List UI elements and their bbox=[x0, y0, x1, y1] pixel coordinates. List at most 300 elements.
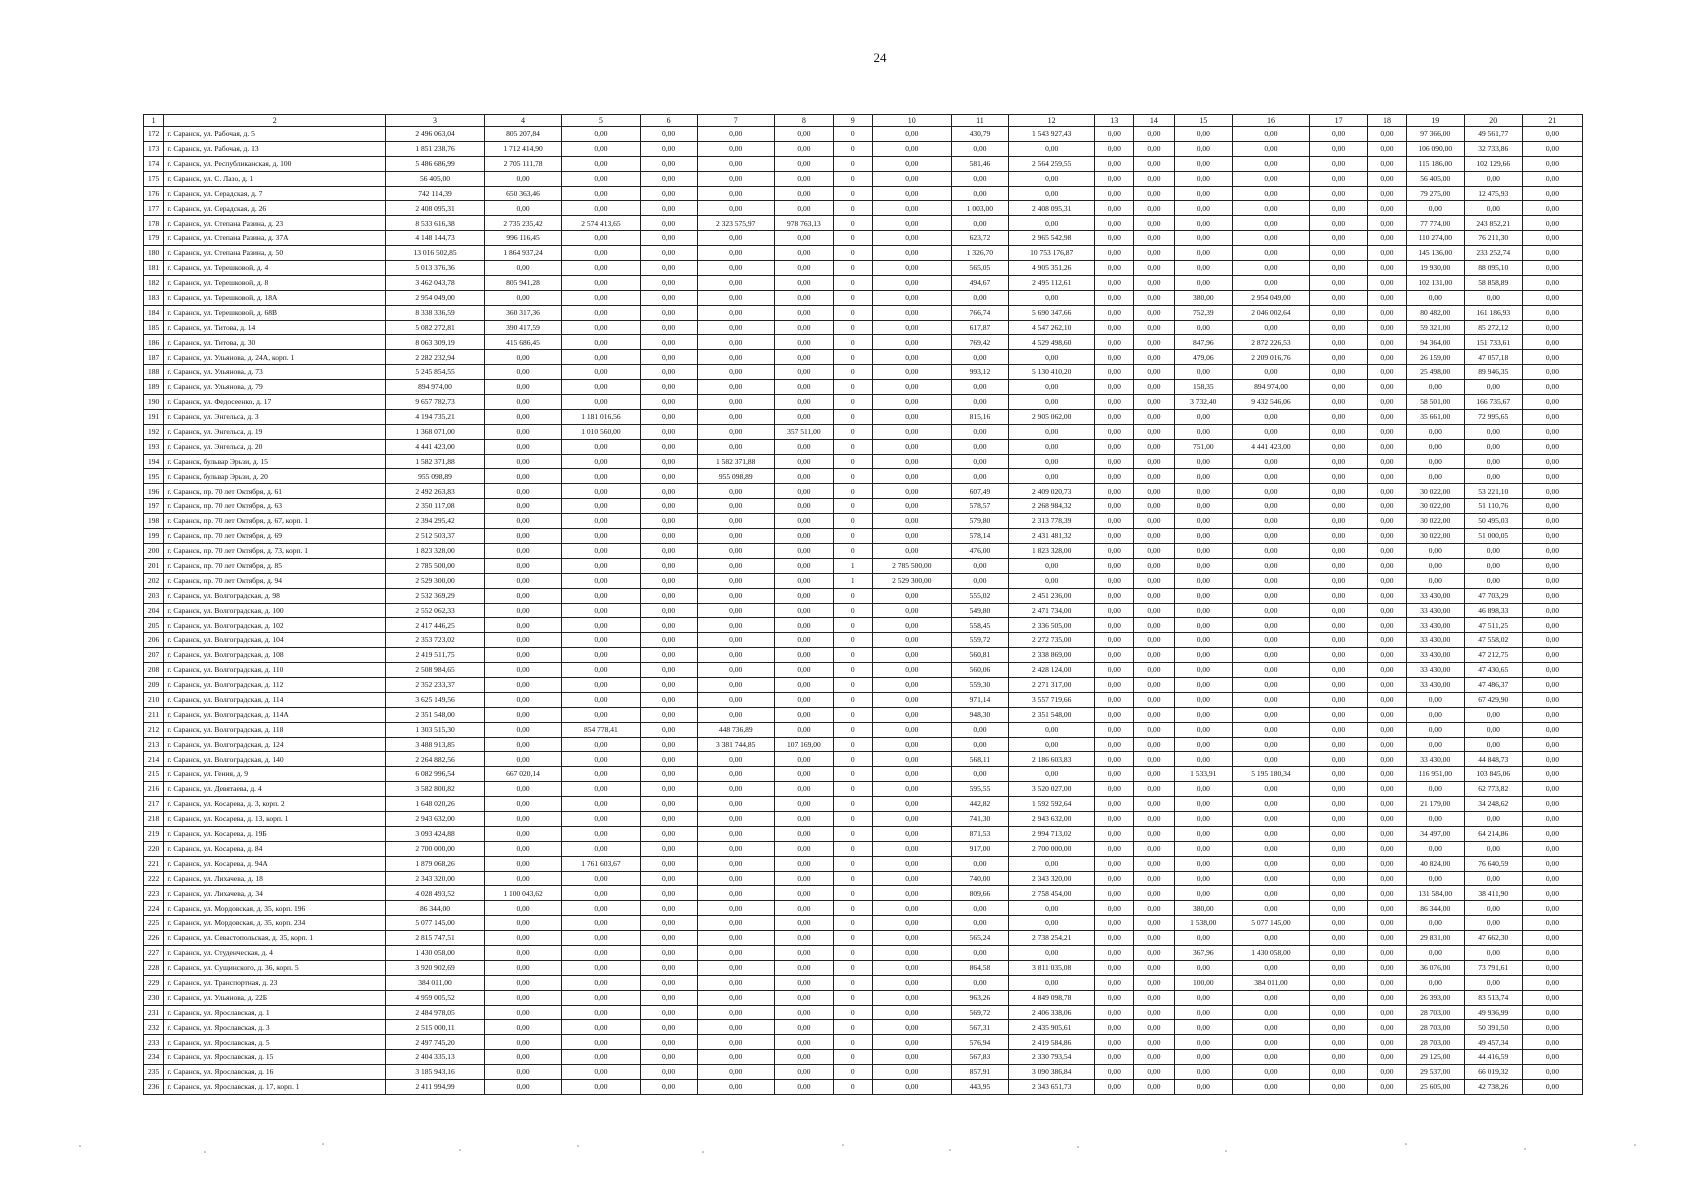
value-cell: 0,00 bbox=[1174, 603, 1232, 618]
value-cell: 2 409 020,73 bbox=[1008, 484, 1095, 499]
value-cell: 0,00 bbox=[1522, 677, 1582, 692]
address-cell: г. Саранск, ул. Титова, д. 14 bbox=[164, 320, 386, 335]
value-cell: 0,00 bbox=[697, 484, 774, 499]
value-cell: 0,00 bbox=[774, 275, 833, 290]
value-cell: 0,00 bbox=[484, 633, 561, 648]
value-cell: 0 bbox=[833, 916, 872, 931]
table-row bbox=[144, 633, 1583, 648]
value-cell: 21 179,00 bbox=[1406, 797, 1464, 812]
value-cell: 0,00 bbox=[1174, 841, 1232, 856]
table-row bbox=[144, 424, 1583, 439]
value-cell: 595,55 bbox=[951, 782, 1008, 797]
value-cell: 0,00 bbox=[1134, 1035, 1175, 1050]
value-cell: 0,00 bbox=[1232, 484, 1309, 499]
value-cell: 0,00 bbox=[1232, 1080, 1309, 1095]
table-row bbox=[144, 261, 1583, 276]
value-cell: 85 272,12 bbox=[1464, 320, 1522, 335]
value-cell: 0,00 bbox=[697, 901, 774, 916]
value-cell: 0,00 bbox=[1095, 871, 1134, 886]
value-cell: 0,00 bbox=[640, 633, 697, 648]
value-cell: 0,00 bbox=[1464, 454, 1522, 469]
address-cell: г. Саранск, пр. 70 лет Октября, д. 63 bbox=[164, 499, 386, 514]
value-cell: 2 552 062,33 bbox=[386, 603, 485, 618]
value-cell: 0,00 bbox=[640, 514, 697, 529]
value-cell: 0,00 bbox=[697, 156, 774, 171]
value-cell: 0,00 bbox=[1095, 1065, 1134, 1080]
value-cell: 1 100 043,62 bbox=[484, 886, 561, 901]
value-cell: 49 936,99 bbox=[1464, 1005, 1522, 1020]
value-cell: 864,58 bbox=[951, 960, 1008, 975]
value-cell: 0,00 bbox=[1368, 127, 1407, 142]
value-cell: 0,00 bbox=[1232, 573, 1309, 588]
value-cell: 51 000,05 bbox=[1464, 529, 1522, 544]
value-cell: 76 640,59 bbox=[1464, 856, 1522, 871]
value-cell: 0,00 bbox=[774, 633, 833, 648]
row-number-cell: 180 bbox=[144, 246, 164, 261]
value-cell: 0 bbox=[833, 216, 872, 231]
value-cell: 0,00 bbox=[774, 1050, 833, 1065]
value-cell: 2 353 723,02 bbox=[386, 633, 485, 648]
value-cell: 47 057,18 bbox=[1464, 350, 1522, 365]
value-cell: 0,00 bbox=[1310, 826, 1368, 841]
value-cell: 0,00 bbox=[951, 916, 1008, 931]
address-cell: г. Саранск, ул. Терешковой, д. 18А bbox=[164, 290, 386, 305]
value-cell: 0,00 bbox=[1310, 127, 1368, 142]
value-cell: 0,00 bbox=[1368, 975, 1407, 990]
table-row bbox=[144, 1050, 1583, 1065]
value-cell: 0,00 bbox=[872, 826, 951, 841]
value-cell: 2 330 793,54 bbox=[1008, 1050, 1095, 1065]
value-cell: 0,00 bbox=[697, 811, 774, 826]
address-cell: г. Саранск, ул. Косарева, д. 94А bbox=[164, 856, 386, 871]
value-cell: 0,00 bbox=[872, 454, 951, 469]
address-cell: г. Саранск, пр. 70 лет Октября, д. 67, корп. 1 bbox=[164, 514, 386, 529]
row-number-cell: 192 bbox=[144, 424, 164, 439]
value-cell: 0,00 bbox=[562, 1050, 640, 1065]
value-cell: 0,00 bbox=[1134, 424, 1175, 439]
value-cell: 0,00 bbox=[1522, 395, 1582, 410]
value-cell: 0,00 bbox=[484, 901, 561, 916]
value-cell: 0,00 bbox=[1174, 141, 1232, 156]
address-cell: г. Саранск, ул. Ульянова, д. 22Б bbox=[164, 990, 386, 1005]
value-cell: 0,00 bbox=[1134, 380, 1175, 395]
value-cell: 0,00 bbox=[1522, 201, 1582, 216]
value-cell: 0,00 bbox=[562, 186, 640, 201]
value-cell: 0,00 bbox=[1134, 290, 1175, 305]
table-row bbox=[144, 141, 1583, 156]
value-cell: 0,00 bbox=[1522, 945, 1582, 960]
value-cell: 0,00 bbox=[484, 439, 561, 454]
value-cell: 10 753 176,87 bbox=[1008, 246, 1095, 261]
value-cell: 0,00 bbox=[484, 1050, 561, 1065]
value-cell: 0,00 bbox=[640, 127, 697, 142]
value-cell: 0,00 bbox=[1095, 975, 1134, 990]
value-cell: 0,00 bbox=[1232, 1005, 1309, 1020]
value-cell: 0 bbox=[833, 141, 872, 156]
value-cell: 0 bbox=[833, 395, 872, 410]
value-cell: 0,00 bbox=[1368, 737, 1407, 752]
value-cell: 0,00 bbox=[697, 186, 774, 201]
value-cell: 3 488 913,85 bbox=[386, 737, 485, 752]
value-cell: 894 974,00 bbox=[386, 380, 485, 395]
value-cell: 0,00 bbox=[1310, 216, 1368, 231]
table-row bbox=[144, 127, 1583, 142]
value-cell: 0,00 bbox=[484, 1020, 561, 1035]
value-cell: 2 417 446,25 bbox=[386, 618, 485, 633]
value-cell: 0,00 bbox=[697, 201, 774, 216]
value-cell: 565,24 bbox=[951, 931, 1008, 946]
value-cell: 0,00 bbox=[872, 275, 951, 290]
value-cell: 0,00 bbox=[951, 350, 1008, 365]
value-cell: 0,00 bbox=[1464, 871, 1522, 886]
value-cell: 0,00 bbox=[562, 261, 640, 276]
value-cell: 0,00 bbox=[1522, 231, 1582, 246]
value-cell: 380,00 bbox=[1174, 901, 1232, 916]
value-cell: 0,00 bbox=[1095, 424, 1134, 439]
value-cell: 0,00 bbox=[562, 127, 640, 142]
value-cell: 0,00 bbox=[1522, 558, 1582, 573]
value-cell: 0,00 bbox=[1522, 469, 1582, 484]
value-cell: 0,00 bbox=[872, 931, 951, 946]
table-row bbox=[144, 529, 1583, 544]
value-cell: 2 343 320,00 bbox=[386, 871, 485, 886]
value-cell: 0,00 bbox=[1310, 648, 1368, 663]
value-cell: 0,00 bbox=[1008, 469, 1095, 484]
value-cell: 0,00 bbox=[697, 409, 774, 424]
value-cell: 107 169,00 bbox=[774, 737, 833, 752]
value-cell: 0,00 bbox=[774, 186, 833, 201]
value-cell: 0,00 bbox=[1174, 320, 1232, 335]
value-cell: 0,00 bbox=[1522, 127, 1582, 142]
address-cell: г. Саранск, пр. 70 лет Октября, д. 73, корп. 1 bbox=[164, 543, 386, 558]
value-cell: 815,16 bbox=[951, 409, 1008, 424]
value-cell: 0,00 bbox=[1095, 960, 1134, 975]
value-cell: 0,00 bbox=[1134, 916, 1175, 931]
value-cell: 0,00 bbox=[1174, 692, 1232, 707]
value-cell: 0,00 bbox=[562, 767, 640, 782]
row-number-cell: 208 bbox=[144, 663, 164, 678]
value-cell: 0,00 bbox=[484, 290, 561, 305]
row-number-cell: 212 bbox=[144, 722, 164, 737]
row-number-cell: 214 bbox=[144, 752, 164, 767]
table-row bbox=[144, 797, 1583, 812]
value-cell: 0,00 bbox=[484, 782, 561, 797]
value-cell: 0,00 bbox=[1134, 275, 1175, 290]
value-cell: 2 785 500,00 bbox=[872, 558, 951, 573]
column-header-2: 2 bbox=[164, 115, 386, 127]
value-cell: 0,00 bbox=[1406, 692, 1464, 707]
value-cell: 0,00 bbox=[1008, 141, 1095, 156]
value-cell: 0,00 bbox=[951, 380, 1008, 395]
value-cell: 0,00 bbox=[1310, 886, 1368, 901]
value-cell: 2 268 984,32 bbox=[1008, 499, 1095, 514]
value-cell: 0,00 bbox=[562, 707, 640, 722]
value-cell: 0,00 bbox=[1522, 156, 1582, 171]
value-cell: 0,00 bbox=[1368, 901, 1407, 916]
value-cell: 0,00 bbox=[1095, 529, 1134, 544]
value-cell: 1 bbox=[833, 558, 872, 573]
value-cell: 0,00 bbox=[774, 752, 833, 767]
value-cell: 0,00 bbox=[1134, 797, 1175, 812]
value-cell: 0,00 bbox=[1174, 127, 1232, 142]
value-cell: 0,00 bbox=[1522, 663, 1582, 678]
value-cell: 384 011,00 bbox=[386, 975, 485, 990]
value-cell: 0,00 bbox=[562, 246, 640, 261]
value-cell: 0,00 bbox=[1406, 439, 1464, 454]
value-cell: 0,00 bbox=[640, 737, 697, 752]
value-cell: 0,00 bbox=[1368, 558, 1407, 573]
value-cell: 4 547 262,10 bbox=[1008, 320, 1095, 335]
value-cell: 0,00 bbox=[1095, 141, 1134, 156]
value-cell: 0,00 bbox=[1310, 573, 1368, 588]
value-cell: 29 537,00 bbox=[1406, 1065, 1464, 1080]
address-cell: г. Саранск, ул. Косарева, д. 19Б bbox=[164, 826, 386, 841]
value-cell: 0,00 bbox=[1134, 186, 1175, 201]
value-cell: 0,00 bbox=[1368, 231, 1407, 246]
value-cell: 0,00 bbox=[1095, 767, 1134, 782]
value-cell: 0,00 bbox=[640, 335, 697, 350]
value-cell: 0,00 bbox=[774, 1080, 833, 1095]
value-cell: 0,00 bbox=[774, 499, 833, 514]
row-number-cell: 176 bbox=[144, 186, 164, 201]
value-cell: 0,00 bbox=[1174, 529, 1232, 544]
value-cell: 0,00 bbox=[697, 275, 774, 290]
value-cell: 0,00 bbox=[1174, 871, 1232, 886]
value-cell: 380,00 bbox=[1174, 290, 1232, 305]
value-cell: 0,00 bbox=[1095, 782, 1134, 797]
value-cell: 0,00 bbox=[1522, 454, 1582, 469]
value-cell: 0,00 bbox=[774, 945, 833, 960]
value-cell: 0,00 bbox=[640, 529, 697, 544]
value-cell: 0,00 bbox=[1310, 558, 1368, 573]
value-cell: 2 352 233,37 bbox=[386, 677, 485, 692]
value-cell: 0,00 bbox=[640, 171, 697, 186]
value-cell: 0,00 bbox=[1008, 439, 1095, 454]
value-cell: 0,00 bbox=[697, 692, 774, 707]
value-cell: 0,00 bbox=[774, 1005, 833, 1020]
value-cell: 948,30 bbox=[951, 707, 1008, 722]
value-cell: 0 bbox=[833, 469, 872, 484]
value-cell: 0,00 bbox=[872, 603, 951, 618]
value-cell: 0,00 bbox=[1095, 841, 1134, 856]
value-cell: 0,00 bbox=[1522, 767, 1582, 782]
value-cell: 2 495 112,61 bbox=[1008, 275, 1095, 290]
value-cell: 0,00 bbox=[1522, 261, 1582, 276]
value-cell: 0,00 bbox=[1008, 901, 1095, 916]
value-cell: 0,00 bbox=[1522, 350, 1582, 365]
value-cell: 0,00 bbox=[1522, 290, 1582, 305]
address-cell: г. Саранск, ул. Волгоградская, д. 112 bbox=[164, 677, 386, 692]
value-cell: 2 492 263,83 bbox=[386, 484, 485, 499]
value-cell: 106 090,00 bbox=[1406, 141, 1464, 156]
value-cell: 0,00 bbox=[872, 841, 951, 856]
value-cell: 0,00 bbox=[1522, 811, 1582, 826]
address-cell: г. Саранск, ул. Энгельса, д. 19 bbox=[164, 424, 386, 439]
value-cell: 0,00 bbox=[1232, 171, 1309, 186]
address-cell: г. Саранск, ул. Ярославская, д. 17, корп. 1 bbox=[164, 1080, 386, 1095]
value-cell: 0 bbox=[833, 380, 872, 395]
value-cell: 33 430,00 bbox=[1406, 618, 1464, 633]
value-cell: 0,00 bbox=[1095, 395, 1134, 410]
value-cell: 0,00 bbox=[1310, 737, 1368, 752]
value-cell: 0 bbox=[833, 752, 872, 767]
value-cell: 0,00 bbox=[1134, 707, 1175, 722]
value-cell: 0,00 bbox=[1174, 409, 1232, 424]
row-number-cell: 190 bbox=[144, 395, 164, 410]
value-cell: 0,00 bbox=[1174, 990, 1232, 1005]
row-number-cell: 216 bbox=[144, 782, 164, 797]
address-cell: г. Саранск, ул. Волгоградская, д. 102 bbox=[164, 618, 386, 633]
value-cell: 0,00 bbox=[1232, 186, 1309, 201]
row-number-cell: 199 bbox=[144, 529, 164, 544]
value-cell: 2 451 236,00 bbox=[1008, 588, 1095, 603]
value-cell: 0 bbox=[833, 1080, 872, 1095]
row-number-cell: 234 bbox=[144, 1050, 164, 1065]
value-cell: 0,00 bbox=[697, 856, 774, 871]
value-cell: 0,00 bbox=[1310, 707, 1368, 722]
value-cell: 0 bbox=[833, 201, 872, 216]
address-cell: г. Саранск, ул. Ярославская, д. 5 bbox=[164, 1035, 386, 1050]
value-cell: 2 700 000,00 bbox=[386, 841, 485, 856]
value-cell: 805 207,84 bbox=[484, 127, 561, 142]
value-cell: 0,00 bbox=[1368, 916, 1407, 931]
value-cell: 0,00 bbox=[1368, 529, 1407, 544]
value-cell: 0,00 bbox=[1134, 409, 1175, 424]
value-cell: 0,00 bbox=[562, 156, 640, 171]
value-cell: 0,00 bbox=[1174, 826, 1232, 841]
value-cell: 3 093 424,88 bbox=[386, 826, 485, 841]
value-cell: 963,26 bbox=[951, 990, 1008, 1005]
table-row bbox=[144, 484, 1583, 499]
value-cell: 2 419 511,75 bbox=[386, 648, 485, 663]
table-row bbox=[144, 454, 1583, 469]
row-number-cell: 211 bbox=[144, 707, 164, 722]
table-row bbox=[144, 156, 1583, 171]
value-cell: 1 303 515,30 bbox=[386, 722, 485, 737]
value-cell: 34 248,62 bbox=[1464, 797, 1522, 812]
address-cell: г. Саранск, ул. Ярославская, д. 16 bbox=[164, 1065, 386, 1080]
value-cell: 0,00 bbox=[1522, 380, 1582, 395]
row-number-cell: 217 bbox=[144, 797, 164, 812]
value-cell: 0,00 bbox=[1368, 514, 1407, 529]
table-row bbox=[144, 186, 1583, 201]
value-cell: 243 852,21 bbox=[1464, 216, 1522, 231]
table-header bbox=[144, 115, 1583, 127]
value-cell: 0,00 bbox=[640, 558, 697, 573]
value-cell: 0,00 bbox=[697, 395, 774, 410]
value-cell: 0,00 bbox=[1095, 231, 1134, 246]
value-cell: 0,00 bbox=[562, 677, 640, 692]
value-cell: 0,00 bbox=[1134, 886, 1175, 901]
value-cell: 0,00 bbox=[1368, 871, 1407, 886]
address-cell: г. Саранск, ул. Терешковой, д. 68В bbox=[164, 305, 386, 320]
value-cell: 0 bbox=[833, 722, 872, 737]
value-cell: 0,00 bbox=[951, 767, 1008, 782]
value-cell: 0,00 bbox=[1522, 543, 1582, 558]
value-cell: 0,00 bbox=[951, 558, 1008, 573]
value-cell: 617,87 bbox=[951, 320, 1008, 335]
value-cell: 0,00 bbox=[1232, 692, 1309, 707]
address-cell: г. Саранск, ул. Мордовская, д. 35, корп. 234 bbox=[164, 916, 386, 931]
row-number-cell: 229 bbox=[144, 975, 164, 990]
value-cell: 0,00 bbox=[1174, 514, 1232, 529]
value-cell: 0,00 bbox=[1095, 1050, 1134, 1065]
address-cell: г. Саранск, ул. Серадская, д. 26 bbox=[164, 201, 386, 216]
value-cell: 0 bbox=[833, 782, 872, 797]
value-cell: 2 515 000,11 bbox=[386, 1020, 485, 1035]
value-cell: 0,00 bbox=[1174, 1050, 1232, 1065]
value-cell: 0,00 bbox=[774, 871, 833, 886]
value-cell: 0,00 bbox=[1406, 722, 1464, 737]
value-cell: 2 529 300,00 bbox=[386, 573, 485, 588]
value-cell: 0,00 bbox=[640, 246, 697, 261]
value-cell: 0,00 bbox=[484, 648, 561, 663]
value-cell: 79 275,00 bbox=[1406, 186, 1464, 201]
address-cell: г. Саранск, ул. Ульянова, д. 73 bbox=[164, 365, 386, 380]
value-cell: 0,00 bbox=[1368, 365, 1407, 380]
value-cell: 0,00 bbox=[1232, 469, 1309, 484]
value-cell: 751,00 bbox=[1174, 439, 1232, 454]
value-cell: 0,00 bbox=[774, 514, 833, 529]
value-cell: 0,00 bbox=[1406, 871, 1464, 886]
value-cell: 0,00 bbox=[1095, 573, 1134, 588]
value-cell: 3 185 943,16 bbox=[386, 1065, 485, 1080]
value-cell: 0,00 bbox=[872, 916, 951, 931]
table-row bbox=[144, 990, 1583, 1005]
value-cell: 4 441 423,00 bbox=[1232, 439, 1309, 454]
value-cell: 0,00 bbox=[1134, 305, 1175, 320]
row-number-cell: 227 bbox=[144, 945, 164, 960]
row-number-cell: 221 bbox=[144, 856, 164, 871]
value-cell: 0,00 bbox=[1232, 797, 1309, 812]
value-cell: 0,00 bbox=[1522, 603, 1582, 618]
value-cell: 2 965 542,98 bbox=[1008, 231, 1095, 246]
value-cell: 569,72 bbox=[951, 1005, 1008, 1020]
value-cell: 0,00 bbox=[1174, 931, 1232, 946]
address-cell: г. Саранск, ул. Волгоградская, д. 140 bbox=[164, 752, 386, 767]
value-cell: 0,00 bbox=[1522, 529, 1582, 544]
value-cell: 0,00 bbox=[1232, 365, 1309, 380]
value-cell: 0,00 bbox=[951, 975, 1008, 990]
column-header-15: 15 bbox=[1174, 115, 1232, 127]
value-cell: 0,00 bbox=[872, 469, 951, 484]
value-cell: 0,00 bbox=[1406, 841, 1464, 856]
row-number-cell: 172 bbox=[144, 127, 164, 142]
value-cell: 59 321,00 bbox=[1406, 320, 1464, 335]
value-cell: 0,00 bbox=[1310, 901, 1368, 916]
value-cell: 2 408 095,31 bbox=[1008, 201, 1095, 216]
value-cell: 0,00 bbox=[1232, 201, 1309, 216]
value-cell: 0,00 bbox=[1134, 216, 1175, 231]
value-cell: 0,00 bbox=[1095, 811, 1134, 826]
value-cell: 0,00 bbox=[1368, 1080, 1407, 1095]
address-cell: г. Саранск, бульвар Эрьзи, д. 20 bbox=[164, 469, 386, 484]
value-cell: 0,00 bbox=[1095, 275, 1134, 290]
value-cell: 0,00 bbox=[872, 1065, 951, 1080]
table-row bbox=[144, 811, 1583, 826]
value-cell: 88 095,10 bbox=[1464, 261, 1522, 276]
value-cell: 0,00 bbox=[1232, 216, 1309, 231]
value-cell: 0,00 bbox=[640, 826, 697, 841]
table-row bbox=[144, 514, 1583, 529]
value-cell: 0,00 bbox=[484, 409, 561, 424]
value-cell: 0,00 bbox=[1134, 811, 1175, 826]
value-cell: 0,00 bbox=[1232, 752, 1309, 767]
value-cell: 0,00 bbox=[1174, 558, 1232, 573]
value-cell: 2 323 575,97 bbox=[697, 216, 774, 231]
value-cell: 0,00 bbox=[484, 395, 561, 410]
value-cell: 0,00 bbox=[1174, 856, 1232, 871]
